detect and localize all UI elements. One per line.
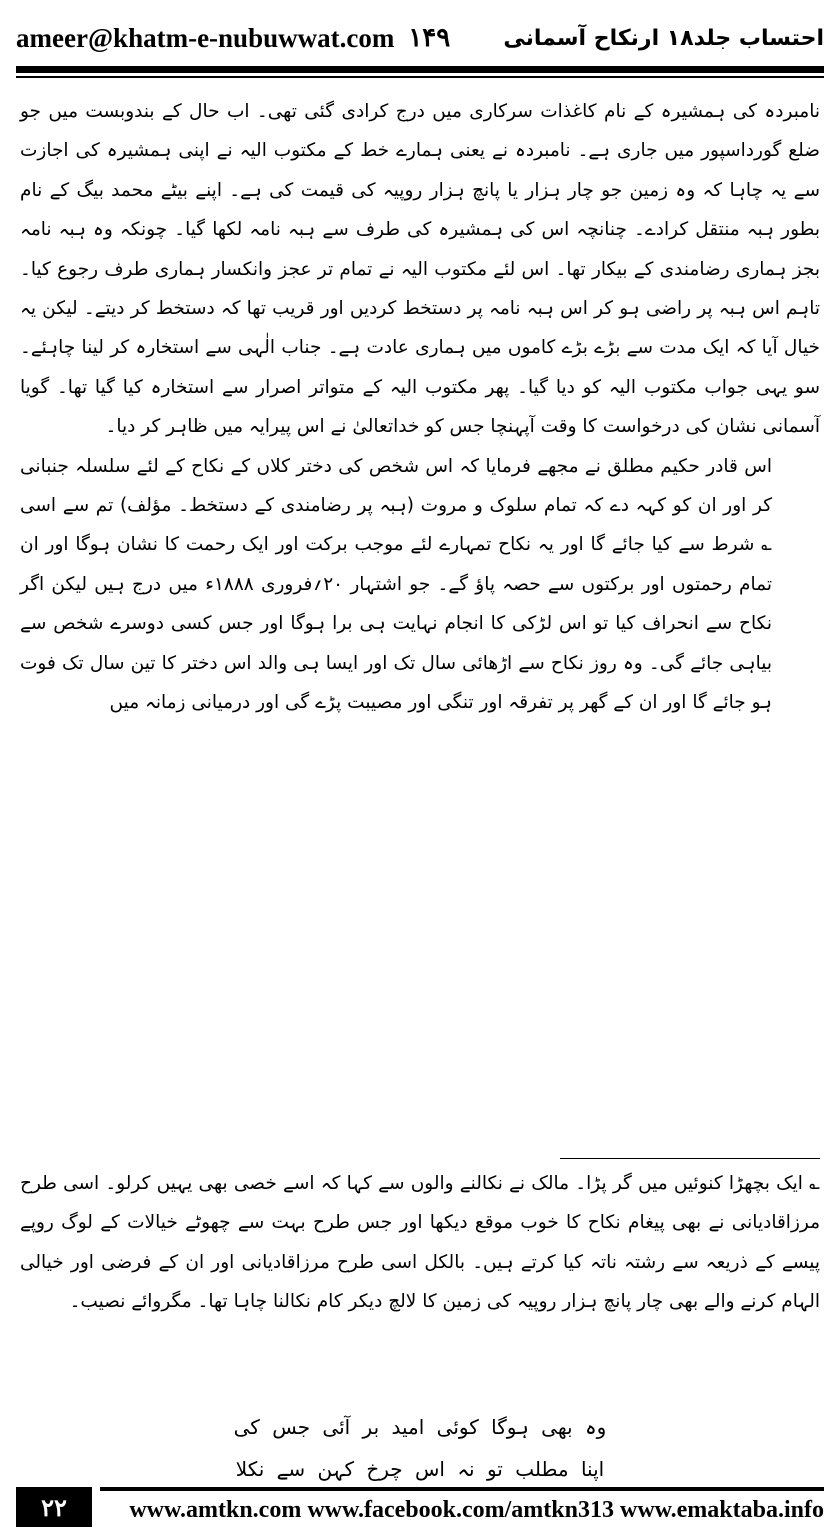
verse-line-2: اپنا مطلب تو نہ اس چرخ کہن سے نکلا <box>235 1457 605 1481</box>
footer-rule <box>100 1487 824 1491</box>
page-footer <box>16 1487 824 1531</box>
page-number: ۱۴۹ <box>408 23 451 53</box>
footer-number-box <box>16 1487 92 1527</box>
paragraph-1: نامبردہ کی ہمشیرہ کے نام کاغذات سرکاری میں درج کرادی گئی تھی۔ اب حال کے بندوبست میں جو ضلع گورداسپور میں جاری ہے۔ نامبردہ نے یعنی ہمارے خط کے مکتوب الیہ نے اپنی ہمشیرہ کی اجازت سے یہ چاہا کہ وہ زمین جو چار ہزار یا پانچ ہزار روپیہ کی قیمت کی ہے۔ اپنے بیٹے محمد بیگ کے نام بطور ہبہ منتقل کرادے۔ چنانچہ اس کی ہمشیرہ کی طرف سے ہبہ نامہ لکھا گیا۔ چونکہ وہ ہبہ نامہ بجز ہماری رضامندی کے بیکار تھا۔ اس لئے مکتوب الیہ نے تمام تر عجز وانکسار ہماری طرف رجوع کیا۔ تاہم اس ہبہ پر راضی ہو کر اس ہبہ نامہ پر دستخط کردیں اور قریب تھا کہ دستخط کر دیتے۔ لیکن یہ خیال آیا کہ ایک مدت سے بڑے بڑے کاموں میں ہماری عادت ہے۔ جناب الٰہی سے استخارہ کر لینا چاہئے۔ سو یہی جواب مکتوب الیہ کو دیا گیا۔ پھر مکتوب الیہ کے متواتر اصرار سے استخارہ کیا گیا تھا۔ گویا آسمانی نشان کی درخواست کا وقت آپہنچا جس کو خداتعالیٰ نے اس پیرایہ میں ظاہر کر دیا۔ <box>20 101 821 438</box>
paragraph-2: اس قادر حکیم مطلق نے مجھے فرمایا کہ اس شخص کی دختر کلاں کے نکاح کے لئے سلسلہ جنبانی کر اور ان کو کہہ دے کہ تمام سلوک و مروت (ہبہ پر رضامندی کے دستخط۔ مؤلف) تم سے اسی ؎ شرط سے کیا جائے گا اور یہ نکاح تمہارے لئے موجب برکت اور ایک رحمت کا نشان ہوگا اور ان تمام رحمتوں اور برکتوں سے حصہ پاؤ گے۔ جو اشتہار ۲۰؍فروری ۱۸۸۸ء میں درج ہیں لیکن اگر نکاح سے انحراف کیا تو اس لڑکی کا انجام نہایت ہی برا ہوگا اور جس کسی دوسرے شخص سے بیاہی جائے گی۔ وہ روز نکاح سے اڑھائی سال تک اور ایسا ہی والد اس دختر کا تین سال تک فوت ہو جائے گا اور ان کے گھر پر تفرقہ اور تنگی اور مصیبت پڑے گی اور درمیانی زمانہ میں <box>20 455 772 714</box>
footer-number: ۲۲ <box>41 1492 67 1522</box>
header-rule-thin <box>16 76 824 78</box>
header-left <box>16 23 450 54</box>
page-header <box>16 18 824 58</box>
footnote-rule <box>560 1158 820 1159</box>
header-rule-thick <box>16 66 824 73</box>
verse-line-1: وہ بھی ہوگا کوئی امید بر آئی جس کی <box>233 1415 607 1439</box>
footer-urls: www.amtkn.com www.facebook.com/amtkn313 www.emaktaba.info <box>129 1497 824 1523</box>
header-email: ameer@khatm-e-nubuwwat.com <box>16 22 395 53</box>
running-title: احتساب جلد۱۸ ارنکاح آسمانی <box>503 25 824 51</box>
footnote: ؎ ایک بچھڑا کنوئیں میں گر پڑا۔ مالک نے نکالنے والوں سے کہا کہ اسے خصی بھی یہیں کرلو۔ اسی طرح مرزاقادیانی نے بھی پیغام نکاح کا خوب موقع دیکھا اور جس طرح بہت سے چھوٹے خیالات کے لوگ روپے پیسے کے ذریعہ سے رشتہ ناتہ کیا کرتے ہیں۔ بالکل اسی طرح مرزاقادیانی اور ان کے فرضی اور خیالی الہام کرنے والے بھی چار پانچ ہزار روپیہ کی زمین کا لالچ دیکر کام نکالنا چاہا تھا۔ مگروائے نصیب۔ <box>20 1173 820 1313</box>
verse-couplet <box>180 1406 660 1490</box>
main-text <box>20 92 820 723</box>
